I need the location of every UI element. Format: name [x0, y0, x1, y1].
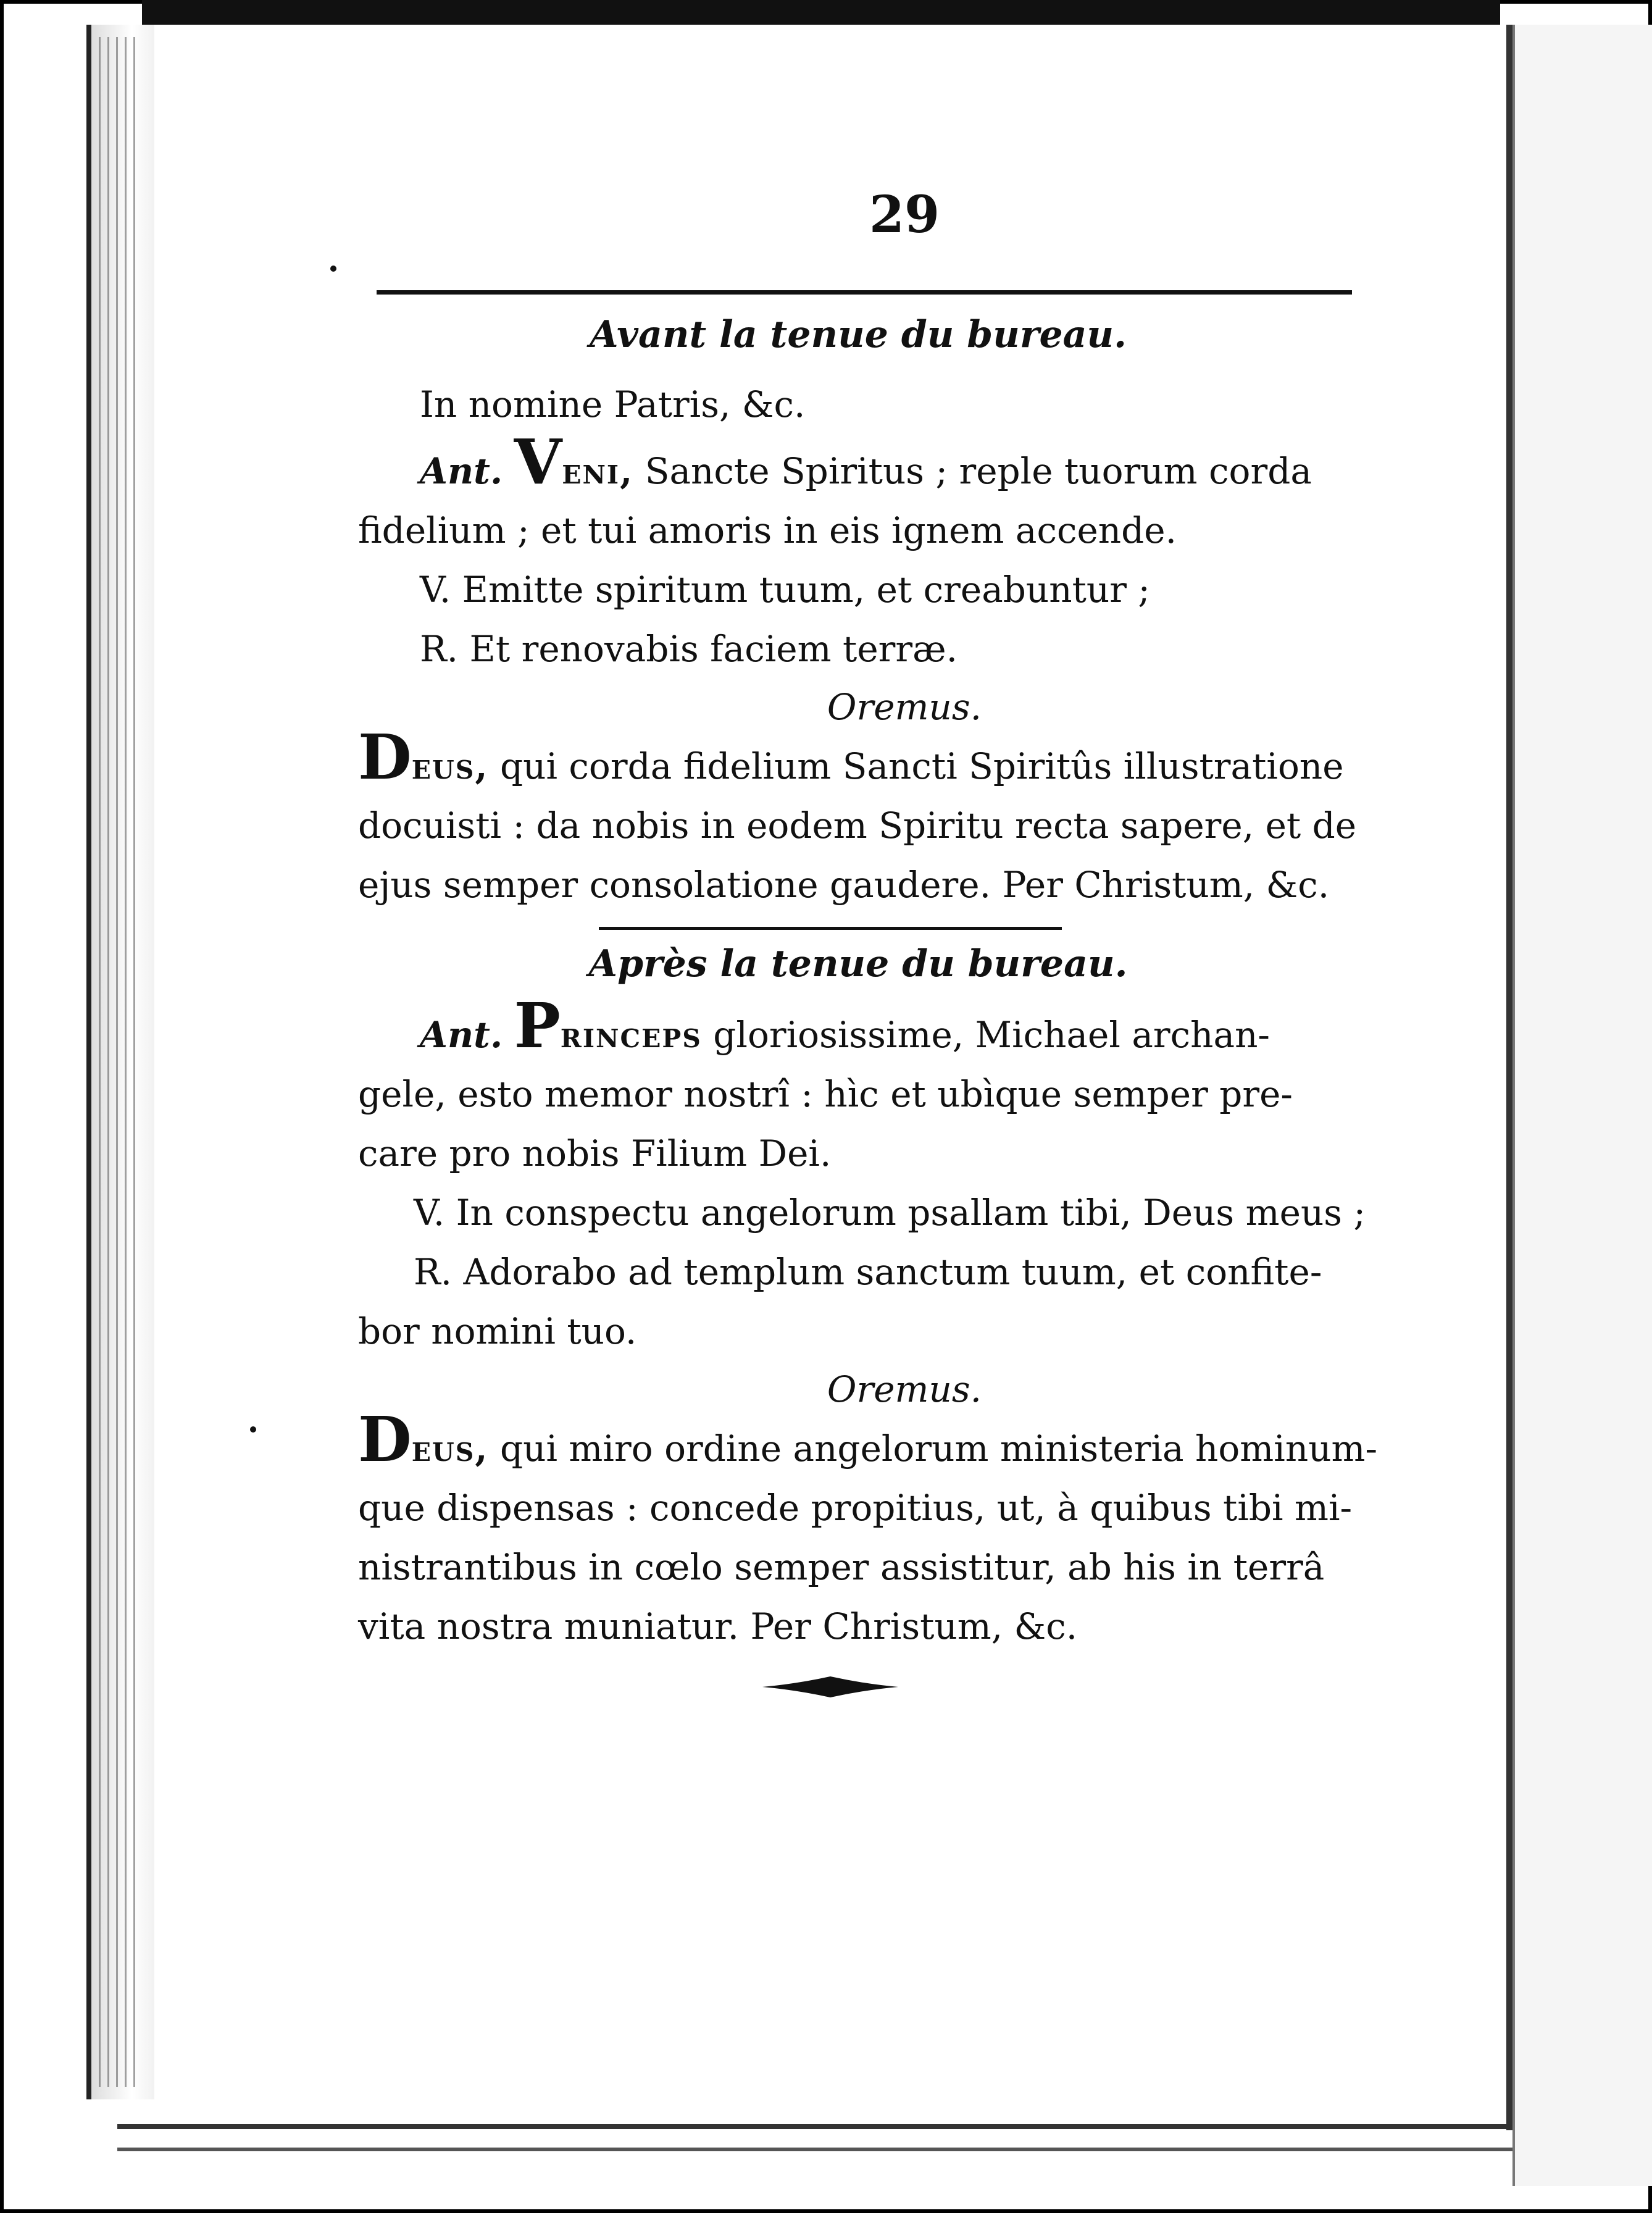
top-rule: [377, 290, 1352, 295]
page-edges: [99, 37, 136, 2087]
section2-prayer-line4: vita nostra muniatur. Per Christum, &c.: [358, 1605, 1078, 1647]
drop-cap: V: [514, 425, 562, 498]
antiphon-label: Ant.: [420, 1014, 503, 1056]
smallcaps-word: eus,: [411, 745, 489, 787]
bottom-edge: [117, 2124, 1512, 2151]
section1-versicle: [358, 560, 1358, 619]
section2-versicle: [358, 1183, 1366, 1242]
drop-cap: D: [358, 1403, 412, 1476]
section2-antiphon-line2: gele, esto memor nostrî : hìc et ubìque semper pre-: [358, 1073, 1293, 1115]
section2-heading: Après la tenue du bureau.: [588, 942, 1128, 985]
section1-oremus: Oremus.: [827, 686, 982, 728]
versicle-text: In conspectu angelorum psallam tibi, Deus meus ;: [444, 1192, 1366, 1234]
section1-intro: In nomine Patris, &c.: [420, 383, 806, 425]
section1-prayer-line2: docuisti : da nobis in eodem Spiritu recta sapere, et de: [358, 805, 1357, 847]
versicle-label: V.: [420, 569, 451, 611]
section1-antiphon-line1: [358, 425, 1358, 501]
section2-oremus: Oremus.: [827, 1368, 982, 1410]
section2-prayer-line2: que dispensas : concede propitius, ut, à quibus tibi mi-: [358, 1487, 1353, 1529]
antiphon-text: Sancte Spiritus ; reple tuorum corda: [633, 450, 1312, 492]
drop-cap: D: [358, 721, 412, 793]
versicle-text: Emitte spiritum tuum, et creabuntur ;: [451, 569, 1150, 611]
end-ornament-icon: [759, 1671, 901, 1702]
section2-prayer-line3: nistrantibus in cœlo semper assistitur, ab his in terrâ: [358, 1546, 1325, 1588]
facing-page: [1512, 25, 1652, 2186]
response-text: Adorabo ad templum sanctum tuum, et confite-: [452, 1251, 1322, 1293]
page-number: 29: [869, 185, 940, 245]
section1-antiphon-line2: fidelium ; et tui amoris in eis ignem accende.: [358, 509, 1177, 551]
antiphon-text: gloriosissime, Michael archan-: [701, 1014, 1270, 1056]
top-edge: [142, 0, 1500, 25]
response-label: R.: [420, 628, 459, 670]
section2-antiphon-line1: [358, 989, 1358, 1065]
prayer-text: qui corda fidelium Sancti Spiritûs illustratione: [488, 745, 1344, 787]
section1-prayer-line1: [358, 721, 1358, 796]
smallcaps-word: rinceps: [560, 1014, 702, 1056]
speck: [330, 266, 336, 272]
smallcaps-word: eni,: [562, 450, 634, 492]
page-content: [358, 185, 1378, 1702]
speck: [250, 1426, 256, 1433]
section2-prayer-line1: [358, 1403, 1378, 1478]
section2-response-line1: [358, 1242, 1358, 1302]
drop-cap: P: [514, 989, 561, 1062]
section-divider-rule: [599, 927, 1062, 930]
versicle-label: V.: [414, 1192, 445, 1234]
prayer-text: qui miro ordine angelorum ministeria hominum-: [488, 1428, 1378, 1470]
section1-heading: Avant la tenue du bureau.: [589, 313, 1127, 356]
section1-prayer-line3: ejus semper consolatione gaudere. Per Christum, &c.: [358, 864, 1330, 906]
smallcaps-word: eus,: [411, 1428, 489, 1470]
response-text: Et renovabis faciem terræ.: [458, 628, 958, 670]
section1-response: [358, 619, 1358, 679]
section2-antiphon-line3: care pro nobis Filium Dei.: [358, 1132, 832, 1174]
response-label: R.: [414, 1251, 453, 1293]
antiphon-label: Ant.: [420, 450, 503, 492]
section2-response-line2: bor nomini tuo.: [358, 1310, 637, 1352]
